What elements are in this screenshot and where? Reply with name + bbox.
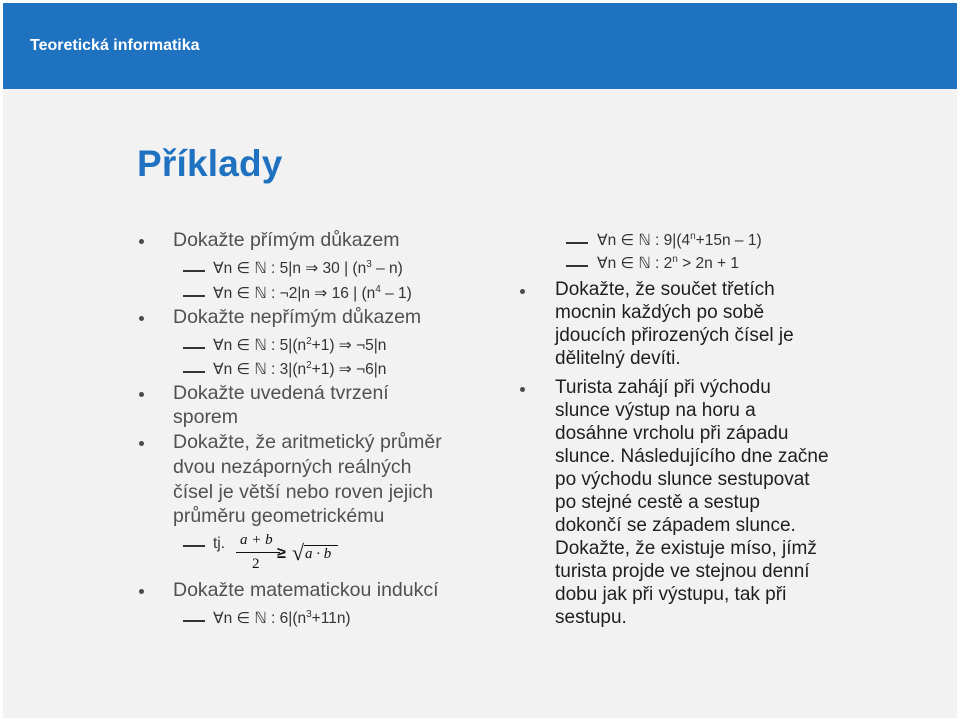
dash-icon (566, 265, 588, 267)
subitem-direct-2: ∀n ∈ ℕ : ¬2|n ⇒ 16 | $(n^4 - 1)$ (213, 283, 412, 302)
bullet-contradiction-l2: sporem (173, 406, 239, 428)
subitem-induction-2: ∀n ∈ ℕ : $9|(4^n+15n - 1)$ (597, 230, 762, 249)
header-bar (3, 3, 957, 89)
bullet-indirect-proof: Dokažte nepřímým důkazem (173, 306, 422, 328)
bullet-tourist-l6: po stejné cestě a sestup (555, 492, 760, 513)
bullet-mean-l2: dvou nezáporných reálných (173, 456, 412, 478)
bullet-induction: Dokažte matematickou indukcí (173, 579, 439, 601)
bullet-tourist-l10: dobu jak při výstupu, tak při (555, 584, 787, 605)
bullet-contradiction-l1: Dokažte uvedená tvrzení (173, 382, 389, 404)
dash-icon (183, 347, 205, 349)
bullet-cubes-l3: jdoucích přirozených čísel je (555, 325, 794, 346)
bullet-icon (139, 392, 144, 397)
bullet-cubes-l1: Dokažte, že součet třetích (555, 279, 775, 300)
bullet-mean-l4: průměru geometrickému (173, 505, 385, 527)
dash-icon (183, 545, 205, 547)
bullet-icon (139, 316, 144, 321)
bullet-tourist-l7: dokončí se západem slunce. (555, 515, 796, 536)
bullet-mean-l3: čísel je větší nebo roven jejich (173, 481, 434, 503)
geq-symbol: ≥ (277, 545, 286, 562)
sqrt-icon: √ (292, 540, 305, 565)
bullet-tourist-l2: slunce výstup na horu a (555, 400, 756, 421)
subitem-direct-1: ∀n ∈ ℕ : 5|n ⇒ 30 | $(n^3 - n)$ (213, 258, 403, 277)
dash-icon (183, 270, 205, 272)
formula-radicand: a · b (305, 546, 332, 562)
dash-icon (566, 242, 588, 244)
subitem-indirect-2: ∀n ∈ ℕ : $3|(n^2+1)$ ⇒ ¬6|n (213, 359, 387, 378)
formula-numerator: a + b (240, 532, 273, 548)
bullet-cubes-l2: mocnin každých po sobě (555, 302, 765, 323)
dash-icon (183, 371, 205, 373)
course-title: Teoretická informatika (30, 37, 200, 54)
bullet-direct-proof: Dokažte přímým důkazem (173, 229, 400, 251)
bullet-tourist-l11: sestupu. (555, 607, 627, 628)
bullet-icon (520, 387, 525, 392)
subitem-induction-3: ∀n ∈ ℕ : $2^n > 2n + 1$ (597, 253, 740, 272)
bullet-cubes-l4: dělitelný devíti. (555, 348, 681, 369)
formula-denominator: 2 (252, 556, 260, 572)
bullet-icon (520, 289, 525, 294)
bullet-mean-l1: Dokažte, že aritmetický průměr (173, 431, 442, 453)
dash-icon (183, 295, 205, 297)
bullet-tourist-l4: slunce. Následujícího dne začne (555, 446, 829, 467)
bullet-tourist-l3: dosáhne vrcholu při západu (555, 423, 789, 444)
subitem-tj: tj. (213, 535, 226, 552)
bullet-icon (139, 441, 144, 446)
slide-heading: Příklady (137, 143, 283, 184)
bullet-tourist-l8: Dokažte, že existuje míso, jímž (555, 538, 817, 559)
bullet-tourist-l1: Turista zahájí při východu (555, 377, 771, 398)
bullet-tourist-l9: turista projde ve stejnou denní (555, 561, 810, 582)
bullet-icon (139, 589, 144, 594)
bullet-tourist-l5: po východu slunce sestupovat (555, 469, 810, 490)
dash-icon (183, 620, 205, 622)
bullet-icon (139, 239, 144, 244)
fraction-bar (236, 552, 280, 553)
subitem-induction-1: ∀n ∈ ℕ : $6|(n^3+11n)$ (213, 608, 351, 627)
subitem-indirect-1: ∀n ∈ ℕ : $5|(n^2+1)$ ⇒ ¬5|n (213, 335, 387, 354)
